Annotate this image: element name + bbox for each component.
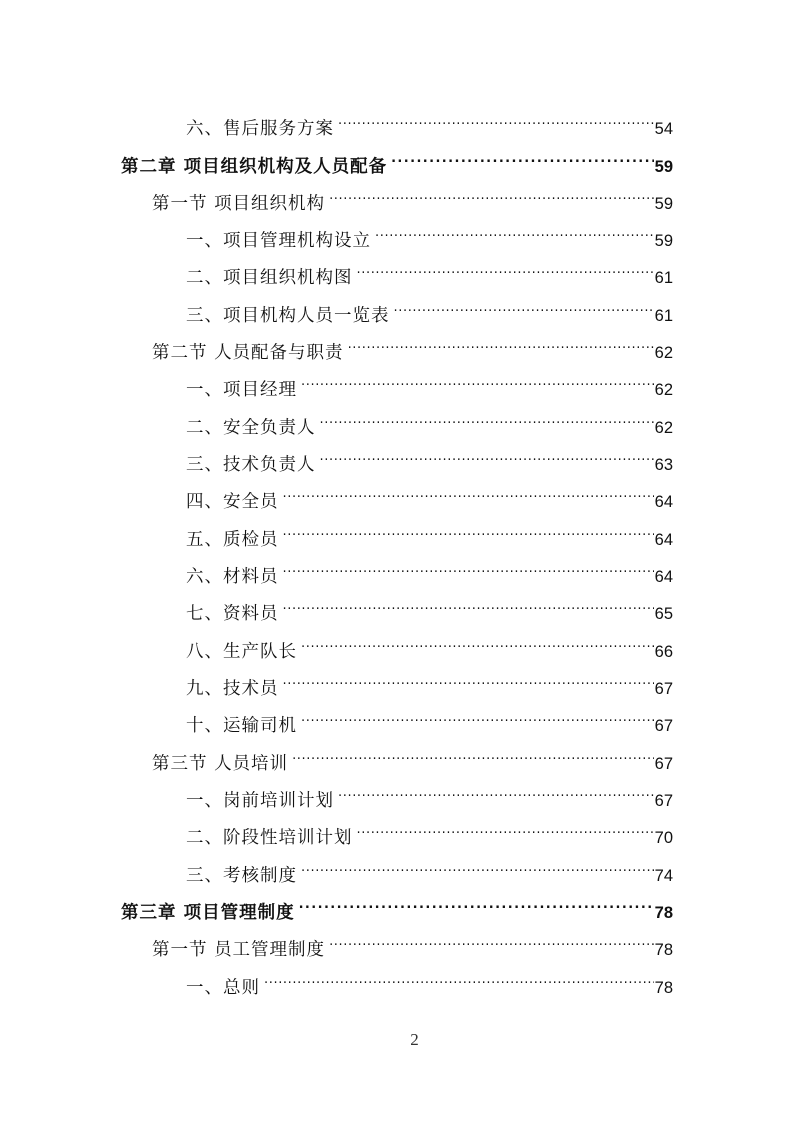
toc-entry-title: 第三章 项目管理制度 (121, 903, 295, 923)
toc-entry-page: 65 (654, 605, 673, 623)
toc-entry-title: 八、生产队长 (186, 642, 297, 662)
toc-entry-title: 六、材料员 (186, 567, 279, 587)
toc-entry[interactable] (186, 851, 673, 886)
toc-entry-title: 三、技术负责人 (186, 455, 316, 475)
toc-entry[interactable] (186, 776, 673, 811)
toc-entry-page: 59 (654, 232, 673, 250)
toc-entry-title: 一、总则 (186, 978, 260, 998)
toc-dot-leader (301, 627, 654, 657)
toc-entry-title: 七、资料员 (186, 604, 279, 624)
toc-entry-page: 78 (654, 979, 673, 997)
toc-entry-title: 第一节 项目组织机构 (152, 194, 326, 214)
toc-entry-title: 六、售后服务方案 (186, 119, 334, 139)
toc-dot-leader (264, 963, 654, 993)
toc-entry-page: 74 (654, 867, 673, 885)
toc-entry-page: 67 (654, 680, 673, 698)
toc-entry[interactable] (186, 813, 673, 848)
toc-entry[interactable] (186, 701, 673, 736)
toc-entry[interactable] (186, 963, 673, 998)
toc-dot-leader (283, 477, 654, 507)
toc-entry-title: 二、安全负责人 (186, 418, 316, 438)
toc-entry-page: 67 (654, 792, 673, 810)
toc-dot-leader (357, 253, 654, 283)
toc-entry-page: 66 (654, 643, 673, 661)
toc-entry-title: 十、运输司机 (186, 716, 297, 736)
toc-dot-leader (299, 888, 654, 918)
toc-dot-leader (357, 813, 654, 843)
toc-dot-leader (320, 440, 654, 470)
toc-entry-title: 二、项目组织机构图 (186, 268, 353, 288)
toc-entry[interactable] (186, 440, 673, 475)
toc-entry[interactable] (186, 365, 673, 400)
toc-section-entry[interactable] (152, 739, 673, 774)
toc-entry-title: 第三节 人员培训 (152, 754, 289, 774)
toc-entry-title: 一、项目管理机构设立 (186, 231, 371, 251)
toc-entry-title: 九、技术员 (186, 679, 279, 699)
toc-dot-leader (394, 291, 654, 321)
toc-entry-page: 64 (654, 568, 673, 586)
toc-dot-leader (283, 589, 654, 619)
toc-dot-leader (301, 851, 654, 881)
toc-entry-title: 第二节 人员配备与职责 (152, 343, 344, 363)
toc-entry-page: 62 (654, 381, 673, 399)
toc-entry[interactable] (186, 515, 673, 550)
toc-entry-page: 59 (654, 158, 673, 176)
toc-section-entry[interactable] (152, 179, 673, 214)
toc-dot-leader (329, 925, 654, 955)
toc-dot-leader (320, 403, 654, 433)
toc-entry-title: 一、岗前培训计划 (186, 791, 334, 811)
toc-dot-leader (338, 776, 654, 806)
toc-chapter-entry[interactable] (121, 888, 673, 923)
toc-dot-leader (391, 142, 654, 172)
toc-entry-page: 61 (654, 269, 673, 287)
toc-entry-page: 78 (654, 904, 673, 922)
toc-entry-title: 三、考核制度 (186, 866, 297, 886)
toc-entry-title: 二、阶段性培训计划 (186, 828, 353, 848)
toc-chapter-entry[interactable] (121, 142, 673, 177)
toc-entry-page: 62 (654, 419, 673, 437)
toc-entry[interactable] (186, 291, 673, 326)
toc-entry-page: 63 (654, 456, 673, 474)
toc-entry-page: 78 (654, 941, 673, 959)
toc-entry[interactable] (186, 589, 673, 624)
toc-dot-leader (329, 179, 654, 209)
toc-entry-page: 59 (654, 195, 673, 213)
toc-entry-page: 62 (654, 344, 673, 362)
toc-entry-title: 第一节 员工管理制度 (152, 940, 326, 960)
toc-entry-page: 64 (654, 531, 673, 549)
toc-entry[interactable] (186, 477, 673, 512)
toc-dot-leader (283, 552, 654, 582)
toc-dot-leader (292, 739, 654, 769)
toc-entry[interactable] (186, 253, 673, 288)
toc-entry-title: 一、项目经理 (186, 380, 297, 400)
toc-entry[interactable] (186, 664, 673, 699)
toc-dot-leader (301, 701, 654, 731)
toc-dot-leader (338, 104, 654, 134)
toc-entry[interactable] (186, 403, 673, 438)
toc-entry-page: 61 (654, 307, 673, 325)
toc-dot-leader (283, 664, 654, 694)
toc-entry[interactable] (186, 552, 673, 587)
toc-entry-page: 67 (654, 717, 673, 735)
toc-dot-leader (301, 365, 654, 395)
toc-entry-page: 64 (654, 493, 673, 511)
toc-section-entry[interactable] (152, 925, 673, 960)
toc-entry[interactable] (186, 104, 673, 139)
toc-entry-page: 67 (654, 755, 673, 773)
toc-entry-title: 五、质检员 (186, 530, 279, 550)
toc-dot-leader (375, 216, 654, 246)
page-number: 2 (410, 1030, 419, 1049)
toc-entry[interactable] (186, 627, 673, 662)
toc-entry-title: 四、安全员 (186, 492, 279, 512)
toc-entry-page: 70 (654, 829, 673, 847)
toc-entry-title: 三、项目机构人员一览表 (186, 306, 390, 326)
toc-section-entry[interactable] (152, 328, 673, 363)
toc-dot-leader (348, 328, 654, 358)
toc-dot-leader (283, 515, 654, 545)
toc-entry[interactable] (186, 216, 673, 251)
toc-entry-title: 第二章 项目组织机构及人员配备 (121, 157, 388, 177)
toc-entry-page: 54 (654, 120, 673, 138)
